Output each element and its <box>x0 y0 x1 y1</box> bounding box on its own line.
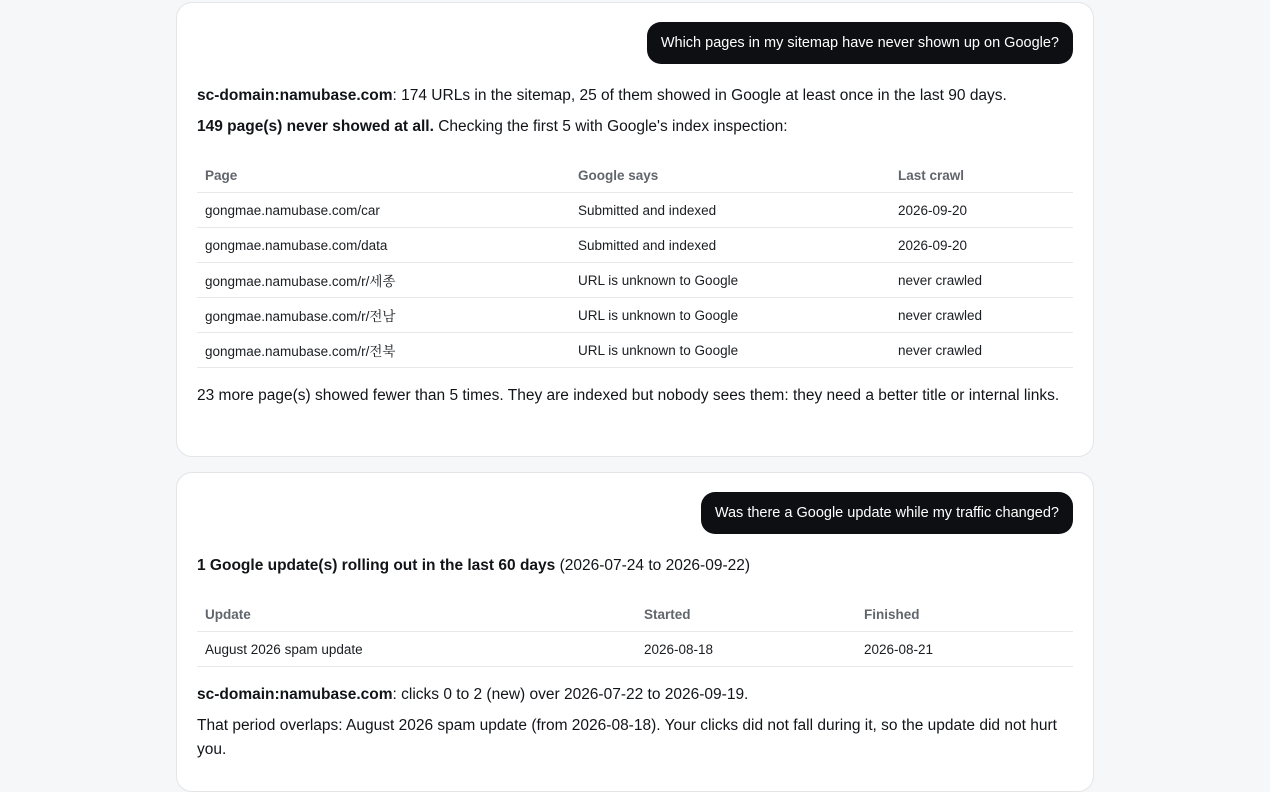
column-header-started: Started <box>636 597 856 632</box>
table-header-row <box>197 597 1073 632</box>
google-updates-table <box>197 597 1073 667</box>
update-headline <box>197 554 1073 578</box>
table-row <box>197 263 1073 298</box>
started-cell: 2026-08-18 <box>636 632 856 667</box>
never-showed-count: 149 page(s) never showed at all. <box>197 118 434 135</box>
page-cell: gongmae.namubase.com/r/전북 <box>197 333 570 368</box>
domain-label: sc-domain:namubase.com <box>197 87 393 104</box>
page-cell: gongmae.namubase.com/data <box>197 228 570 263</box>
update-count: 1 Google update(s) rolling out in the last 60 days <box>197 557 556 574</box>
status-cell: URL is unknown to Google <box>570 263 890 298</box>
column-header-finished: Finished <box>856 597 1073 632</box>
never-showed-line <box>197 115 1073 139</box>
domain-label: sc-domain:namubase.com <box>197 686 393 703</box>
page-cell: gongmae.namubase.com/r/세종 <box>197 263 570 298</box>
clicks-summary <box>197 683 1073 707</box>
finished-cell: 2026-08-21 <box>856 632 1073 667</box>
table-row <box>197 193 1073 228</box>
column-header-page: Page <box>197 158 570 193</box>
sitemap-summary-text: : 174 URLs in the sitemap, 25 of them showed in Google at least once in the last 90 days. <box>392 87 1007 104</box>
status-cell: Submitted and indexed <box>570 228 890 263</box>
table-row <box>197 298 1073 333</box>
page-cell: gongmae.namubase.com/car <box>197 193 570 228</box>
crawl-cell: 2026-09-20 <box>890 228 1073 263</box>
status-cell: URL is unknown to Google <box>570 298 890 333</box>
crawl-cell: 2026-09-20 <box>890 193 1073 228</box>
never-showed-text: Checking the first 5 with Google's index inspection: <box>433 118 788 135</box>
user-message-row <box>197 22 1073 64</box>
user-message-row <box>197 492 1073 534</box>
update-name-cell: August 2026 spam update <box>197 632 636 667</box>
crawl-cell: never crawled <box>890 298 1073 333</box>
table-row <box>197 333 1073 368</box>
index-inspection-table <box>197 158 1073 368</box>
crawl-cell: never crawled <box>890 263 1073 298</box>
table-row <box>197 228 1073 263</box>
table-row <box>197 632 1073 667</box>
crawl-cell: never crawled <box>890 333 1073 368</box>
sitemap-summary <box>197 84 1073 108</box>
chat-card-sitemap <box>176 2 1094 457</box>
overlap-note: That period overlaps: August 2026 spam update (from 2026-08-18). Your clicks did not fall during it, so the update did not hurt you. <box>197 717 1057 758</box>
status-cell: URL is unknown to Google <box>570 333 890 368</box>
chat-card-google-update <box>176 472 1094 792</box>
column-header-update: Update <box>197 597 636 632</box>
update-date-range: (2026-07-24 to 2026-09-22) <box>555 557 751 574</box>
low-impressions-note: 23 more page(s) showed fewer than 5 times. They are indexed but nobody sees them: they need a better title or internal links. <box>197 387 1060 404</box>
table-header-row <box>197 158 1073 193</box>
column-header-google-says: Google says <box>570 158 890 193</box>
status-cell: Submitted and indexed <box>570 193 890 228</box>
user-question-bubble: Was there a Google update while my traffic changed? <box>701 492 1073 534</box>
user-question-bubble: Which pages in my sitemap have never shown up on Google? <box>647 22 1073 64</box>
column-header-last-crawl: Last crawl <box>890 158 1073 193</box>
page-cell: gongmae.namubase.com/r/전남 <box>197 298 570 333</box>
clicks-summary-text: : clicks 0 to 2 (new) over 2026-07-22 to 2026-09-19. <box>392 686 749 703</box>
